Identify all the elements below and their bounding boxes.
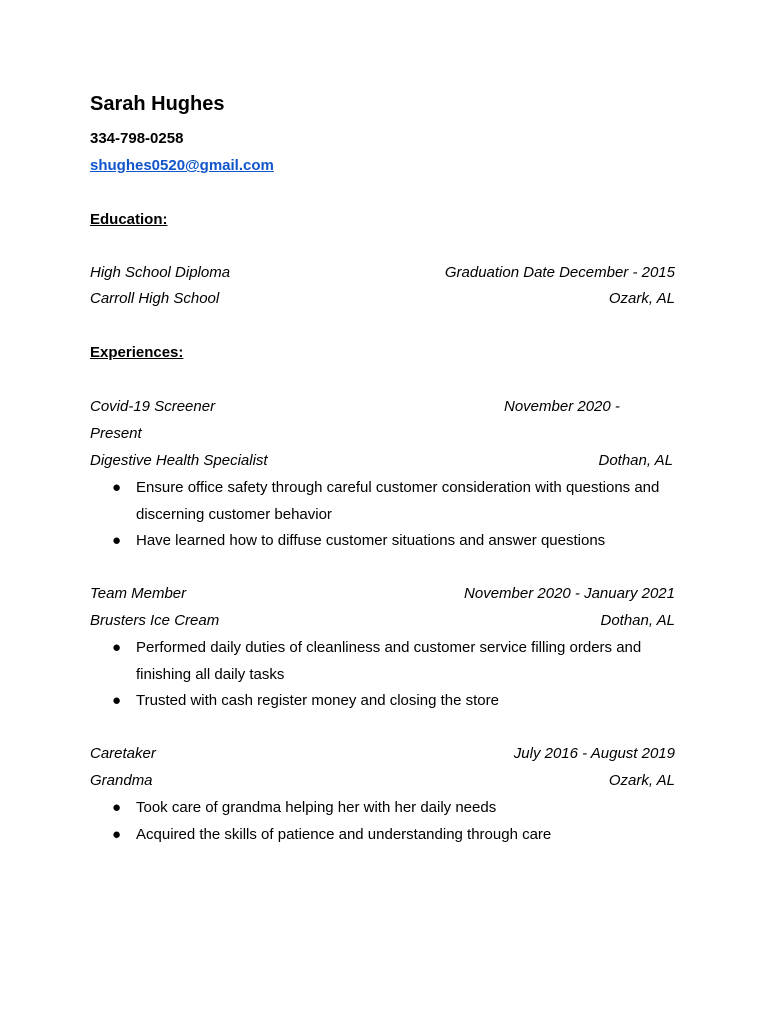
candidate-name: Sarah Hughes — [90, 93, 225, 115]
bullet-text: Ensure office safety through careful customer consideration with questions and discerning customer behavior — [136, 479, 660, 523]
education-school: Carroll High School — [90, 290, 220, 307]
job-dates: November 2020 - January 2021 — [464, 585, 675, 602]
job-location: Dothan, AL — [600, 612, 675, 629]
job-title: Team Member — [90, 585, 187, 602]
education-date: Graduation Date December - 2015 — [444, 264, 675, 281]
list-item — [112, 822, 672, 849]
job-employer: Brusters Ice Cream — [90, 612, 220, 629]
job-dates-continued: Present — [90, 425, 142, 442]
job-bullet-list — [112, 635, 672, 715]
bullet-text: Trusted with cash register money and closing the store — [136, 692, 499, 709]
list-item — [112, 528, 672, 555]
bullet-icon: ● — [112, 479, 122, 496]
job-dates: November 2020 - — [504, 398, 620, 415]
job-title: Covid-19 Screener — [90, 398, 216, 415]
job-title: Caretaker — [90, 745, 156, 762]
job-bullet-list — [112, 475, 672, 555]
bullet-text: Have learned how to diffuse customer situations and answer questions — [136, 532, 606, 549]
job-bullet-list — [112, 795, 672, 848]
email-link[interactable]: shughes0520@gmail.com — [90, 157, 274, 174]
bullet-icon: ● — [112, 692, 122, 709]
list-item — [112, 635, 672, 688]
phone-number: 334-798-0258 — [90, 130, 184, 147]
education-heading: Education: — [90, 211, 168, 228]
bullet-icon: ● — [112, 825, 122, 843]
bullet-icon: ● — [112, 639, 122, 656]
bullet-icon: ● — [112, 799, 122, 816]
bullet-text: Performed daily duties of cleanliness and customer service filling orders and finishing all daily tasks — [136, 639, 642, 683]
job-employer: Digestive Health Specialist — [90, 452, 268, 469]
list-item — [112, 688, 672, 715]
education-location: Ozark, AL — [608, 290, 675, 307]
job-dates: July 2016 - August 2019 — [513, 745, 675, 762]
list-item — [112, 475, 672, 528]
job-location: Dothan, AL — [598, 452, 673, 469]
bullet-icon: ● — [112, 532, 122, 549]
job-employer: Grandma — [90, 772, 153, 789]
job-location: Ozark, AL — [608, 772, 675, 789]
experiences-heading: Experiences: — [90, 344, 184, 361]
list-item — [112, 795, 672, 822]
education-degree: High School Diploma — [90, 264, 231, 281]
bullet-text: Acquired the skills of patience and understanding through care — [136, 825, 552, 843]
bullet-text: Took care of grandma helping her with her daily needs — [136, 799, 497, 816]
